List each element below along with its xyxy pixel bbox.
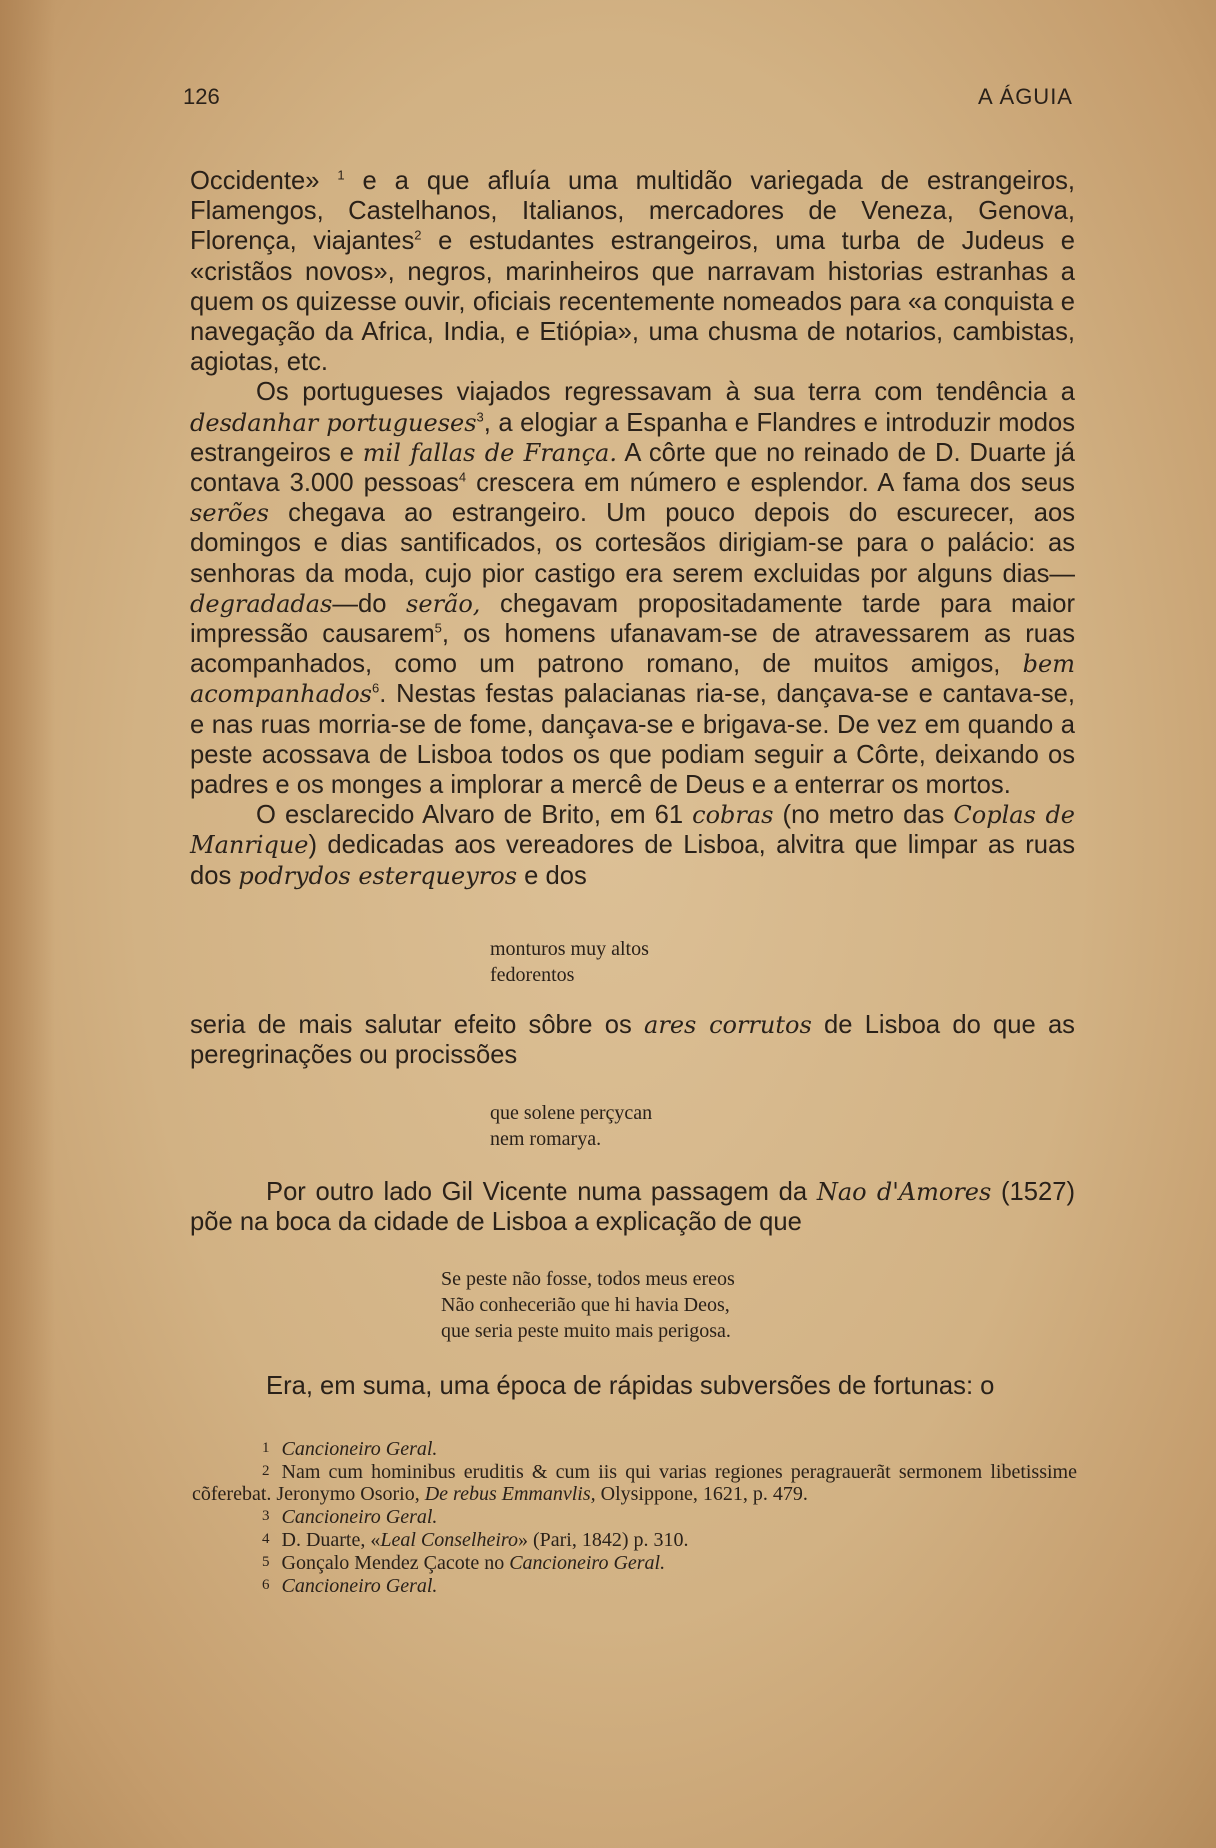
text-run: , os homens ufanavam-se de atravessarem as ruas acompanhados, como um patrono romano, de muitos amigos,	[190, 620, 1075, 679]
italic-run: desdanhar portugueses	[190, 408, 477, 437]
text-run: chegava ao estrangeiro. Um pouco depois do escurecer, aos domingos e dias santificados, os cortesãos dirigiam-se para o palácio: as senhoras da moda, cujo pior castigo era serem excluidas por alguns dias—	[190, 499, 1075, 588]
italic-run: Leal Conselheiro	[380, 1529, 518, 1551]
page-header	[183, 84, 1073, 114]
footnotes	[192, 1437, 1077, 1597]
paragraph-3	[190, 800, 1075, 891]
italic-run: Coplas de Manrique	[190, 801, 1076, 860]
verse-quote-2	[490, 1100, 652, 1152]
verse-line: Não conhecerião que hi havia Deos,	[441, 1294, 730, 1316]
footnote-4	[192, 1528, 1077, 1551]
italic-run: Nao d'Amores	[816, 1178, 992, 1206]
text-run: , a elogiar a Espanha e Flandres e introduzir modos estrangeiros e	[190, 408, 1075, 467]
italic-run: mil fallas de França.	[362, 438, 617, 467]
text-run: Por outro lado Gil Vicente numa passagem da	[266, 1178, 817, 1206]
main-text	[190, 166, 1075, 891]
verse-line: fedorentos	[490, 964, 575, 986]
footnote-mark: 6	[262, 1577, 270, 1593]
text-run: Olysippone, 1621, p. 479.	[595, 1483, 808, 1505]
verse-line: que seria peste muito mais perigosa.	[441, 1320, 731, 1342]
italic-run: bem acompanhados	[190, 650, 1075, 709]
page-number: 126	[183, 84, 220, 109]
italic-run: Cancioneiro Geral.	[281, 1506, 438, 1528]
paragraph-6	[190, 1371, 1075, 1401]
text-run: D. Duarte, «	[281, 1529, 381, 1551]
running-title: A ÁGUIA	[977, 84, 1073, 109]
text-run: de Lisboa do que as peregrinações ou procissões	[190, 1011, 1075, 1070]
text-run: crescera em número e esplendor. A fama dos seus	[466, 469, 1075, 498]
text-run: —do	[332, 589, 407, 618]
verse-line: que solene perçycan	[490, 1102, 653, 1124]
italic-run: serões	[190, 499, 269, 528]
italic-run: serão,	[406, 589, 481, 618]
paragraph-2	[190, 377, 1075, 800]
paragraph-4	[190, 1010, 1075, 1070]
text-run: O esclarecido Alvaro de Brito, em 61	[256, 801, 693, 830]
footnote-mark: 5	[262, 1554, 270, 1570]
footnote-mark: 4	[262, 1531, 270, 1547]
footnote-ref: 3	[476, 409, 484, 425]
italic-run: degradadas	[190, 589, 333, 618]
text-run: e a que afluía uma multidão variegada de estrangeiros, Flamengos, Castelhanos, Italianos, mercadores de Veneza, Genova, Florença, viajantes	[190, 167, 1075, 256]
footnote-mark: 3	[262, 1508, 270, 1524]
footnote-1	[192, 1437, 1077, 1460]
footnote-3	[192, 1505, 1077, 1528]
text-run: Occidente»	[190, 167, 338, 195]
footnote-6	[192, 1574, 1077, 1597]
page-edge-shading	[0, 0, 55, 1848]
footnote-ref: 2	[414, 227, 422, 243]
footnote-2	[192, 1460, 1077, 1505]
verse-line: Se peste não fosse, todos meus ereos	[441, 1268, 735, 1290]
text-run: ) dedicadas aos vereadores de Lisboa, alvitra que limpar as ruas dos	[190, 831, 1075, 890]
verse-quote-1	[490, 936, 649, 988]
text-run: e dos	[517, 861, 587, 890]
text-run: A côrte que no reinado de D. Duarte já contava 3.000 pessoas	[190, 438, 1076, 498]
text-run: Gonçalo Mendez Çacote no	[281, 1552, 510, 1574]
paragraph-5	[190, 1177, 1075, 1237]
text-run: Os portugueses viajados regressavam à sua terra com tendência a	[256, 378, 1075, 407]
footnote-ref: 1	[337, 167, 345, 183]
text-run: (1527) põe na boca da cidade de Lisboa a explicação de que	[190, 1178, 1076, 1237]
footnote-ref: 4	[458, 469, 467, 485]
text-run: » (Pari, 1842) p. 310.	[517, 1529, 689, 1551]
footnote-mark: 2	[262, 1463, 270, 1479]
text-run: seria de mais salutar efeito sôbre os	[190, 1011, 645, 1039]
footnote-ref: 5	[434, 620, 442, 636]
italic-run: Cancioneiro Geral.	[281, 1438, 438, 1460]
text-run: Era, em suma, uma época de rápidas subversões de fortunas: o	[266, 1372, 995, 1400]
italic-run: podrydos esterqueyros	[238, 861, 518, 890]
footnote-ref: 6	[371, 680, 380, 696]
text-run: e estudantes estrangeiros, uma turba de Judeus e «cristãos novos», negros, marinheiros que narravam historias estranhas a quem os quizesse ouvir, oficiais recentemente nomeados para «a conquista e navegação da Africa, India, e Etiópia», uma chusma de notarios, cambistas, agiotas, etc.	[190, 227, 1075, 377]
verse-line: nem romarya.	[490, 1128, 602, 1150]
text-run: . Nestas festas palacianas ria-se, dançava-se e cantava-se, e nas ruas morria-se de fome, dançava-se e brigava-se. De vez em quando a peste acossava de Lisboa todos os que podiam seguir a Côrte, deixando os padres e os monges a implorar a mercê de Deus e a enterrar os mortos.	[190, 680, 1075, 800]
italic-run: De rebus Emmanvlis,	[424, 1483, 596, 1505]
text-run: (no metro das	[773, 801, 954, 830]
verse-line: monturos muy altos	[490, 938, 649, 960]
footnote-mark: 1	[262, 1440, 270, 1456]
paragraph-1	[190, 166, 1075, 377]
italic-run: Cancioneiro Geral.	[509, 1552, 666, 1574]
text-run: chegavam propositadamente tarde para maior impressão causarem	[190, 589, 1075, 649]
footnote-5	[192, 1551, 1077, 1574]
italic-run: ares corrutos	[644, 1011, 812, 1039]
verse-quote-3	[441, 1266, 735, 1344]
italic-run: cobras	[692, 801, 774, 830]
text-run: Nam cum hominibus eruditis & cum iis qui varias regiones peragrauerãt sermonem libetissime cõferebat. Jeronymo Osorio,	[192, 1461, 1077, 1505]
italic-run: Cancioneiro Geral.	[281, 1575, 438, 1597]
